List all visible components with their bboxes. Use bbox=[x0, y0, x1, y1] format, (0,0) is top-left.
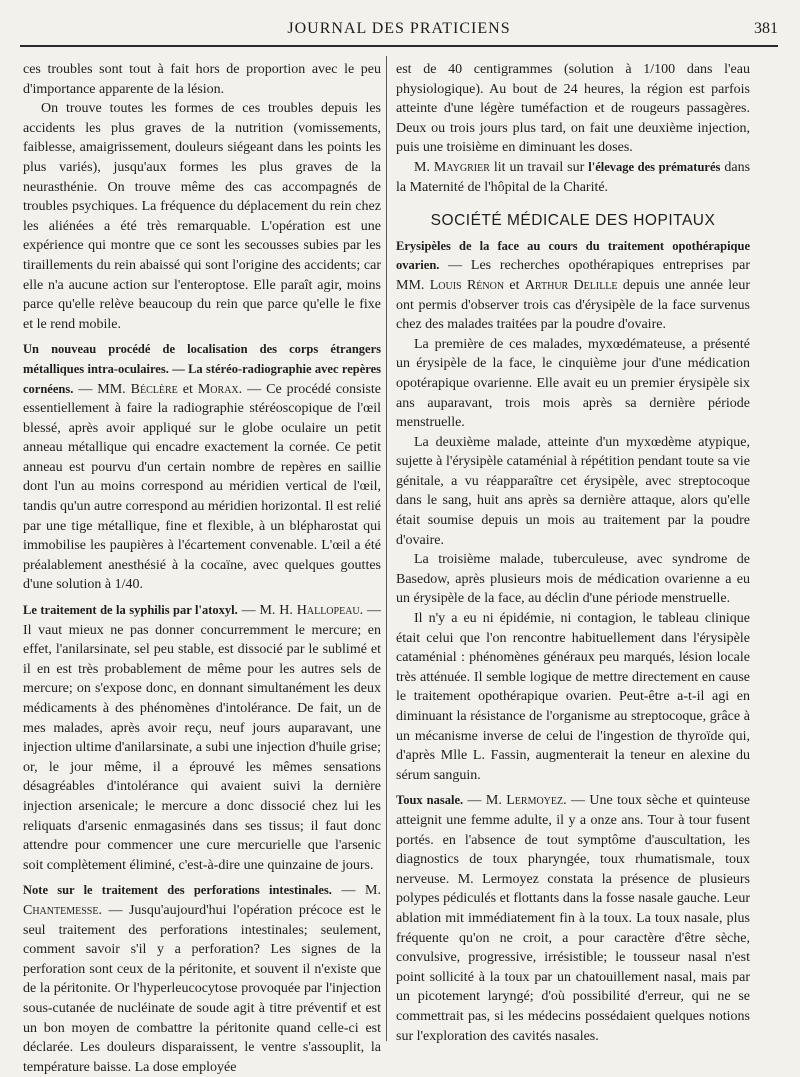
paragraph: On trouve toutes les formes de ces troubles depuis les accidents les plus graves de la nutrition (vomissements, faiblesse, amaigrissement, douleurs siégeant dans les points les plus variés), jusqu'aux formes les plus graves de la neurasthénie. On trouve même des cas accompagnés de troubles psychiques. La fréquence du déplacement du rein chez les aliénées a été très remarquable. L'opération est une expérience qui montre que ce sont les secousses subies par les tiraillements du rein abaissé qui sont l'origine des accidents; car elle n'a aucune action sur l'enteroptose. Elle paraît agir, moins parce qu'elle relève beaucoup du rein que parce qu'elle le fixe et le rend mobile. bbox=[23, 101, 381, 332]
article-heading: Le traitement de la syphilis par l'atoxyl. bbox=[23, 603, 238, 618]
page-number: 381 bbox=[754, 20, 778, 37]
article-localisation: Un nouveau procédé de localisation des corps étrangers métalliques intra-oculaires. — La stéréo-radiographie avec repères cornéens. — MM. Béclère et Morax. — Ce procédé consiste essentiellement à faire la radiographie stéréoscopique de l'œil blessé, après avoir appliqué sur le globe oculaire un petit anneau métallique qui encadre exactement la cornée. Ce petit anneau est pourvu d'un certain nombre de repères en saillie dont l'un au moins correspond au méridien vertical de l'œil, tandis qu'un autre correspond au méridien horizontal. Il est relié par une tige métallique, fine et flexible, à un blépharostat qui immobilise les paupières à l'écartement convenable. L'œil a été préalablement anesthésié à la cocaïne, avec quelques gouttes d'une solution à 1/40. bbox=[23, 342, 382, 593]
article-heading: Erysipèles de la face au cours du traitement opothérapique ovarien. bbox=[396, 238, 750, 273]
article-erysipeles: Erysipèles de la face au cours du traitement opothérapique ovarien. — Les recherches opothérapiques entreprises par MM. Louis Rénon et Arthur Delille depuis une année leur ont permis d'observer trois cas d'érysipèle de la face survenus chez des malades traitées par la poudre d'ovaire. bbox=[396, 238, 750, 333]
author-name: Morax bbox=[197, 381, 239, 397]
left-column bbox=[23, 60, 381, 1077]
author-name: Maygrier bbox=[433, 159, 490, 175]
right-column bbox=[396, 60, 750, 1046]
author-name: Chantemesse bbox=[23, 902, 99, 918]
section-title: SOCIÉTÉ MÉDICALE DES HOPITAUX bbox=[430, 212, 716, 230]
paragraph: La première de ces malades, myxœdémateuse, a présenté un érysipèle de la face, le cinquième jour d'une médication opotérapique ovarienne. Elle avait eu un premier érysipèle six ans auparavant, trois mois après sa dernière période menstruelle. bbox=[396, 336, 750, 431]
article-heading: Toux nasale. bbox=[396, 793, 464, 808]
author-name: Louis Rénon bbox=[429, 277, 505, 293]
paragraph: est de 40 centigrammes (solution à 1/100 dans l'eau physiologique). Au bout de 24 heures, la région est parfois atteinte d'une légère tuméfaction et de rougeurs passagères. Deux ou trois jours plus tard, on fait une deuxième injection, puis une troisième en diminuant les doses. bbox=[396, 62, 750, 156]
author-name: Lermoyez bbox=[506, 793, 564, 809]
author-name: Hallopeau bbox=[296, 603, 360, 619]
article-perforations: Note sur le traitement des perforations intestinales. — M. Chantemesse. — Jusqu'aujourd'hui l'opération précoce est le seul traitement des perforations intestinales; seulement, comment savoir s'il y a perforation? Les signes de la perforation sont ceux de la péritonite, et souvent il n'existe que de la péritonite. Or l'hyperleucocytose provoquée par l'injection sous-cutanée de nucléinate de soude agit à titre préventif et est un bon moyen de combattre la péritonite quand celle-ci est déclarée. Les douleurs disparaissent, le ventre s'assouplit, la température baisse. La dose employée bbox=[23, 883, 381, 1075]
article-heading: Note sur le traitement des perforations intestinales. bbox=[23, 883, 332, 898]
article-syphilis: Le traitement de la syphilis par l'atoxyl. — M. H. Hallopeau. — Il vaut mieux ne pas donner concurremment le mercure; en effet, l'anilarsinate, sel peu stable, est dissocié par le sublimé et il en est très probablement de même pour les autres sels de mercure; on s'expose donc, en donnant simultanément les deux médicaments à des phénomènes d'intolérance. De fait, un de mes malades, après avoir reçu, neuf jours auparavant, une injection ultime d'anilarsinate, a subi une injection d'huile grise; or, le jour même, il a éprouvé les mêmes sensations désagréables d'intolérance qui avaient suivi la dernière injection arsenicale; le mercure a donc dissocié chez lui les reliquats d'arsenic enmagasinés dans ses tissus; il faut donc attendre pour commencer une cure mercurielle que l'arsenic soit complètement éliminé, c'est-à-dire une quinzaine de jours. bbox=[23, 603, 381, 873]
paragraph: La deuxième malade, atteinte d'un myxœdème atypique, sujette à l'érysipèle cataménial à répétition pendant toute sa vie génitale, a vu réapparaître cet érysipèle, avec streptocoque dans le sang, huit ans après sa dernière attaque, alors qu'elle était soumise depuis un mois au traitement par la poudre d'ovaire. bbox=[396, 434, 750, 548]
paragraph: La troisième malade, tuberculeuse, avec syndrome de Basedow, après plusieurs mois de médication ovarienne a eu un érysipèle de la face, au déclin d'une période menstruelle. bbox=[396, 552, 750, 607]
journal-title: JOURNAL DES PRATICIENS bbox=[287, 20, 511, 37]
header-rule bbox=[20, 45, 778, 47]
page-header bbox=[20, 18, 778, 44]
article-toux-nasale: Toux nasale. — M. Lermoyez. — Une toux sèche et quinteuse atteignit une femme adulte, il y a onze ans. Tour à tour fusent portés. en l'absence de tout symptôme d'auscultation, les diagnostics de toux pharyngée, toux rhumatismale, toux nerveuse. M. Lermoyez constata la présence de plusieurs polypes pédiculés et flottants dans la fosse nasale gauche. Leur ablation mit immédiatement fin à la toux. La toux nasale, plus fréquente qu'on ne croit, a pour caractère d'être sèche, convulsive, progressive, irrésistible; le tousseur nasal n'est point sollicité à la toux par un chatouillement nasal, mais par un picotement laryngé; d'où possibilité d'erreur, qui ne se commettrait pas, si les médecins possédaient quelques notions sur l'exploration des cavités nasales. bbox=[396, 793, 751, 1044]
author-name: Béclère bbox=[130, 381, 178, 397]
paragraph: ces troubles sont tout à fait hors de proportion avec le peu d'importance apparente de la lésion. bbox=[23, 62, 381, 97]
column-divider bbox=[386, 56, 387, 1041]
author-name: Arthur Delille bbox=[524, 277, 618, 293]
paragraph: Il n'y a eu ni épidémie, ni contagion, le tableau clinique était celui que l'on rencontre habituellement dans l'érysipèle cataménial : phénomènes généraux peu marqués, lésion locale très atténuée. Il semble logique de mettre directement en cause le traitement opothérapique ovarien. Peut-être a-t-il agi en diminuant la résistance de l'organisme au streptocoque, grâce à un mécanisme inverse de celui de l'ingestion de thyroïde qui, d'après Mlle L. Fassin, augmenterait la teneur en alexine du sérum sanguin. bbox=[396, 611, 750, 783]
article-heading: Un nouveau procédé de localisation des corps étrangers métalliques intra-oculaires. — La stéréo-radiographie avec repères cornéens. bbox=[23, 342, 381, 396]
work-title: l'élevage des prématurés bbox=[588, 159, 721, 174]
paragraph: M. Maygrier lit un travail sur l'élevage des prématurés dans la Maternité de l'hôpital de la Charité. bbox=[396, 159, 751, 195]
